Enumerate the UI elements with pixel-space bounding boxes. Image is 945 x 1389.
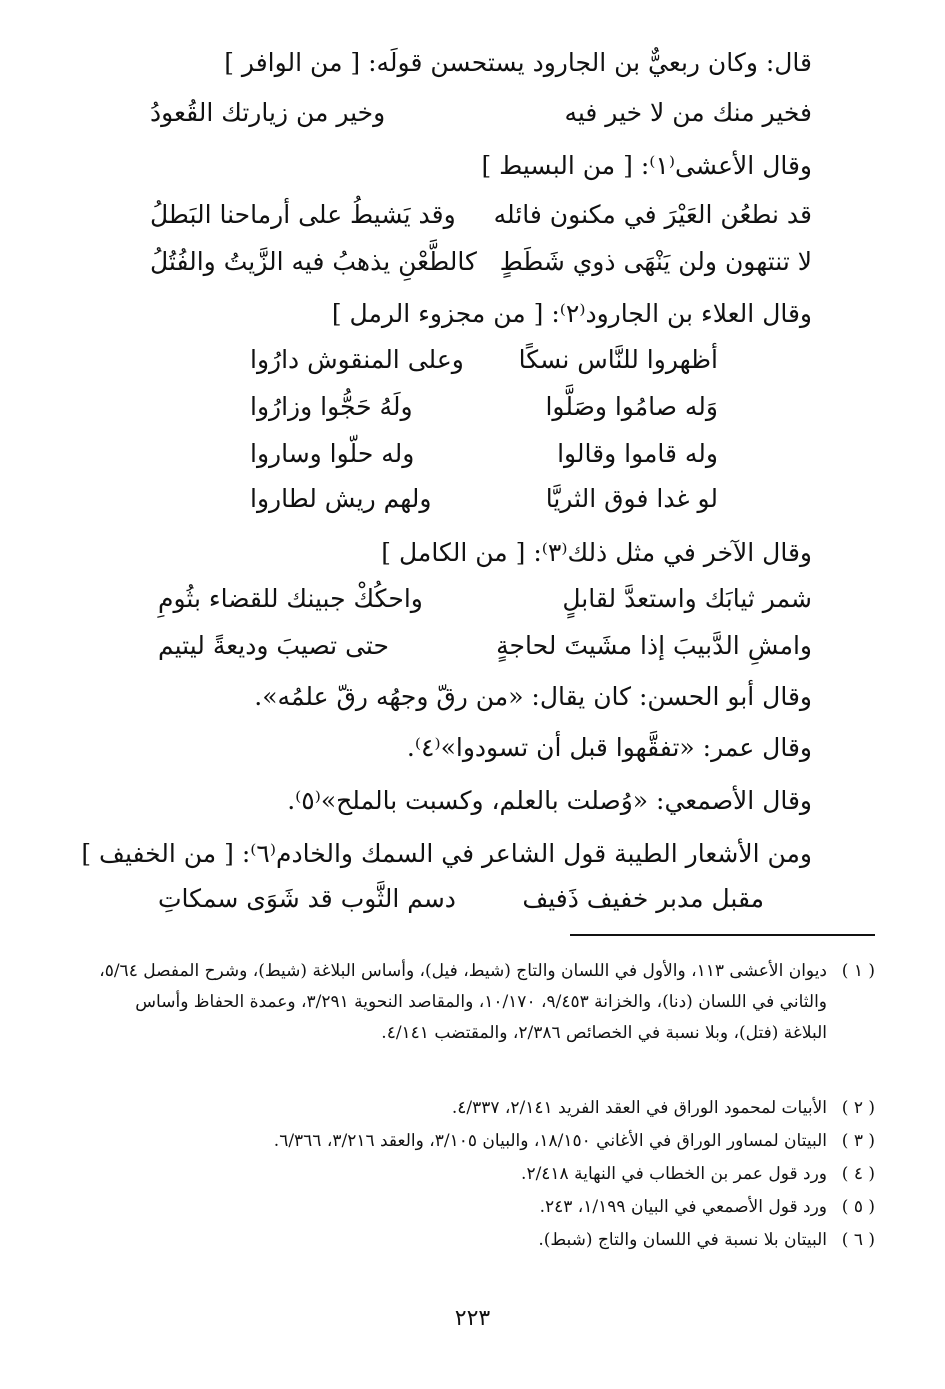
poem-verse bbox=[150, 200, 812, 234]
verse-intro-line: ومن الأشعار الطيبة قول الشاعر في السمك والخادم⁽٦⁾: [ من الخفيف ] bbox=[81, 839, 812, 868]
poem-verse bbox=[250, 439, 718, 473]
verse-second-hemistich: واحكُكْ جبينك للقضاء بثُومِ bbox=[158, 584, 423, 613]
verse-first-hemistich: قد نطعُن العَيْرَ في مكنون فائله bbox=[493, 200, 812, 229]
footnote-number: ( ٥ ) bbox=[841, 1197, 875, 1217]
verse-first-hemistich: لو غدا فوق الثريَّا bbox=[545, 484, 718, 513]
saying-line: وقال عمر: «تفقَّهوا قبل أن تسودوا»⁽٤⁾. bbox=[406, 733, 812, 762]
verse-second-hemistich: وخير من زيارتك القُعودُ bbox=[150, 98, 386, 127]
poem-verse bbox=[158, 631, 812, 665]
footnote bbox=[95, 1159, 875, 1190]
verse-second-hemistich: وعلى المنقوش دارُوا bbox=[250, 345, 464, 374]
footnote bbox=[95, 1192, 875, 1223]
verse-second-hemistich: ولهم ريش لطاروا bbox=[250, 484, 432, 513]
footnote-separator bbox=[570, 934, 875, 936]
footnote bbox=[95, 1093, 875, 1124]
saying-line: وقال أبو الحسن: كان يقال: «من رقّ وجهُه رقّ علمُه». bbox=[254, 682, 812, 711]
verse-intro-line: وقال الأعشى⁽١⁾: [ من البسيط ] bbox=[481, 151, 812, 180]
poem-verse bbox=[250, 392, 718, 426]
verse-intro-line: وقال العلاء بن الجارود⁽٢⁾: [ من مجزوء الرمل ] bbox=[331, 299, 812, 328]
footnote-text: ديوان الأعشى ١١٣، والأول في اللسان والتاج (شيط، فيل)، وأساس البلاغة (شيط)، وشرح المفصل ٥/٦٤، والثاني في اللسان (دنا)، والخزانة ٩/٤٥٣، ١٠/١٧٠، والمقاصد النحوية ٣/٢٩١، وعمدة الحفاظ وأساس البلاغة (فتل)، وبلا نسبة في الخصائص ٢/٣٨٦، والمقتضب ٤/١٤١. bbox=[99, 961, 827, 1043]
verse-second-hemistich: وله حلّوا وساروا bbox=[250, 439, 415, 468]
footnote-number: ( ٤ ) bbox=[841, 1164, 875, 1184]
page-number: ٢٢٣ bbox=[454, 1306, 491, 1331]
poem-verse bbox=[158, 884, 764, 918]
footnote bbox=[95, 1225, 875, 1256]
footnote-number: ( ١ ) bbox=[841, 961, 875, 981]
footnote bbox=[95, 956, 875, 1049]
verse-first-hemistich: مقبل مدبر خفيف ذَفيف bbox=[522, 884, 764, 913]
verse-first-hemistich: أظهروا للنَّاس نسكًا bbox=[518, 345, 718, 374]
footnote-text: ورد قول الأصمعي في البيان ١/١٩٩، ٢٤٣. bbox=[539, 1197, 827, 1217]
verse-second-hemistich: حتى تصيبَ وديعةً ليتيم bbox=[158, 631, 389, 660]
poem-verse bbox=[150, 98, 812, 132]
verse-second-hemistich: دسم الثَّوب قد شَوَى سمكاتِ bbox=[158, 884, 456, 913]
saying-line: وقال الأصمعي: «وُصلت بالعلم، وكسبت بالملح»⁽٥⁾. bbox=[287, 786, 812, 815]
verse-first-hemistich: لا تنتهون ولن يَنْهَى ذوي شَطَطٍ bbox=[499, 247, 812, 276]
verse-first-hemistich: شمر ثيابَك واستعدَّ لقابلٍ bbox=[562, 584, 812, 613]
poem-verse bbox=[158, 584, 812, 618]
footnote bbox=[95, 1126, 875, 1157]
verse-first-hemistich: وامشِ الدَّبيبَ إذا مشَيتَ لحاجةٍ bbox=[496, 631, 812, 660]
footnote-number: ( ٦ ) bbox=[841, 1230, 875, 1250]
verse-first-hemistich: فخير منك من لا خير فيه bbox=[564, 98, 812, 127]
footnote-number: ( ٢ ) bbox=[841, 1098, 875, 1118]
verse-first-hemistich: وله قاموا وقالوا bbox=[557, 439, 718, 468]
verse-intro-line: قال: وكان ربعيٌّ بن الجارود يستحسن قولَه: [ من الوافر ] bbox=[224, 48, 812, 77]
footnote-text: ورد قول عمر بن الخطاب في النهاية ٢/٤١٨. bbox=[521, 1164, 827, 1184]
footnote-text: البيتان لمساور الوراق في الأغاني ١٨/١٥٠، والبيان ٣/١٠٥، والعقد ٣/٢١٦، ٦/٣٦٦. bbox=[273, 1131, 827, 1151]
footnote-text: البيتان بلا نسبة في اللسان والتاج (شبط). bbox=[538, 1230, 827, 1250]
poem-verse bbox=[150, 247, 812, 281]
footnote-number: ( ٣ ) bbox=[841, 1131, 875, 1151]
verse-second-hemistich: ولَهُ حَجُّوا وزارُوا bbox=[250, 392, 413, 421]
verse-intro-line: وقال الآخر في مثل ذلك⁽٣⁾: [ من الكامل ] bbox=[381, 538, 812, 567]
poem-verse bbox=[250, 345, 718, 379]
footnote-text: الأبيات لمحمود الوراق في العقد الفريد ٢/١٤١، ٤/٣٣٧. bbox=[451, 1098, 827, 1118]
verse-second-hemistich: وقد يَشيطُ على أرماحنا البَطلُ bbox=[150, 200, 456, 229]
poem-verse bbox=[250, 484, 718, 518]
verse-first-hemistich: وَله صامُوا وصَلَّوا bbox=[545, 392, 718, 421]
verse-second-hemistich: كالطَّعْنِ يذهبُ فيه الزَّيتُ والفُتُلُ bbox=[150, 247, 477, 276]
